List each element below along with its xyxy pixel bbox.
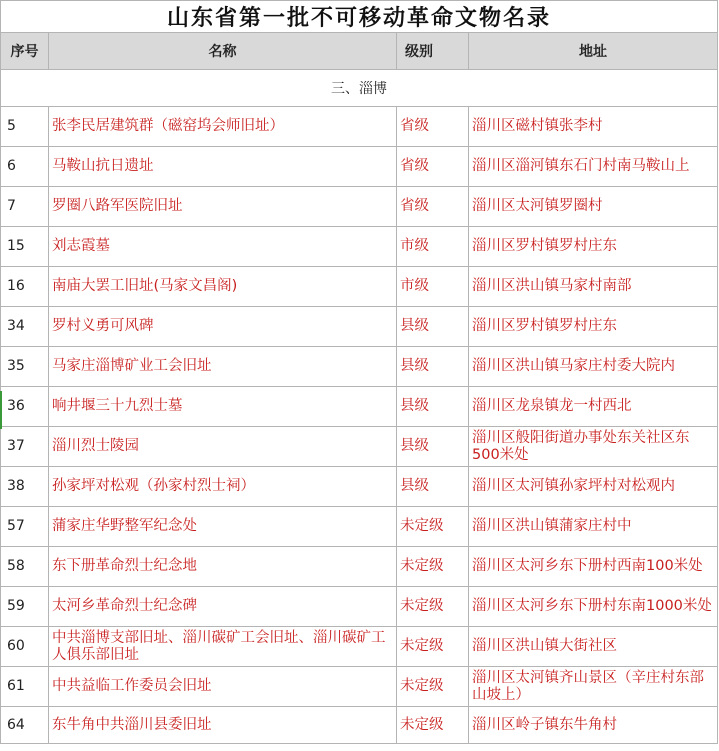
cell-no[interactable]: 58 xyxy=(1,547,49,587)
cell-level[interactable]: 县级 xyxy=(397,427,469,467)
cell-no[interactable]: 34 xyxy=(1,307,49,347)
cell-no[interactable]: 35 xyxy=(1,347,49,387)
cell-address[interactable]: 淄川区太河乡东下册村西南100米处 xyxy=(469,547,718,587)
section-row xyxy=(1,70,718,107)
cell-address[interactable]: 淄川区罗村镇罗村庄东 xyxy=(469,307,718,347)
cell-level[interactable]: 未定级 xyxy=(397,507,469,547)
cell-level[interactable]: 省级 xyxy=(397,107,469,147)
cell-no[interactable]: 5 xyxy=(1,107,49,147)
cell-address[interactable]: 淄川区洪山镇马家庄村委大院内 xyxy=(469,347,718,387)
table-row xyxy=(1,587,718,627)
table-row xyxy=(1,387,718,427)
cell-address[interactable]: 淄川区洪山镇大街社区 xyxy=(469,627,718,667)
cell-level[interactable]: 未定级 xyxy=(397,587,469,627)
cell-address[interactable]: 淄川区罗村镇罗村庄东 xyxy=(469,227,718,267)
cell-no[interactable]: 61 xyxy=(1,667,49,707)
cell-name[interactable]: 罗村义勇可风碑 xyxy=(49,307,397,347)
cell-no[interactable]: 16 xyxy=(1,267,49,307)
header-name[interactable]: 名称 xyxy=(49,33,397,70)
cell-address[interactable]: 淄川区岭子镇东牛角村 xyxy=(469,707,718,744)
table-row xyxy=(1,547,718,587)
table-row xyxy=(1,107,718,147)
cell-level[interactable]: 未定级 xyxy=(397,667,469,707)
table-row xyxy=(1,707,718,744)
title-row xyxy=(1,1,718,33)
table-body xyxy=(1,70,718,744)
cell-name[interactable]: 淄川烈士陵园 xyxy=(49,427,397,467)
header-address[interactable]: 地址 xyxy=(469,33,718,70)
cell-level[interactable]: 市级 xyxy=(397,227,469,267)
table-row xyxy=(1,627,718,667)
cell-no[interactable]: 37 xyxy=(1,427,49,467)
table-row xyxy=(1,267,718,307)
cell-name[interactable]: 刘志霞墓 xyxy=(49,227,397,267)
header-no[interactable]: 序号 xyxy=(1,33,49,70)
cell-level[interactable]: 未定级 xyxy=(397,547,469,587)
cell-address[interactable]: 淄川区太河镇孙家坪村对松观内 xyxy=(469,467,718,507)
row-selection-marker xyxy=(0,391,2,429)
table-row xyxy=(1,227,718,267)
cell-address[interactable]: 淄川区太河镇齐山景区（辛庄村东部山坡上） xyxy=(469,667,718,707)
cell-address[interactable]: 淄川区般阳街道办事处东关社区东500米处 xyxy=(469,427,718,467)
cell-level[interactable]: 县级 xyxy=(397,347,469,387)
header-level[interactable]: 级别 xyxy=(397,33,469,70)
cell-name[interactable]: 孙家坪对松观（孙家村烈士祠） xyxy=(49,467,397,507)
cell-level[interactable]: 未定级 xyxy=(397,627,469,667)
cell-address[interactable]: 淄川区洪山镇马家村南部 xyxy=(469,267,718,307)
cell-no[interactable]: 59 xyxy=(1,587,49,627)
table-row xyxy=(1,467,718,507)
cell-no[interactable]: 6 xyxy=(1,147,49,187)
cell-address[interactable]: 淄川区洪山镇蒲家庄村中 xyxy=(469,507,718,547)
cell-level[interactable]: 市级 xyxy=(397,267,469,307)
cell-name[interactable]: 东牛角中共淄川县委旧址 xyxy=(49,707,397,744)
cell-name[interactable]: 南庙大罢工旧址(马家文昌阁) xyxy=(49,267,397,307)
cell-name[interactable]: 蒲家庄华野整军纪念处 xyxy=(49,507,397,547)
cell-name[interactable]: 罗圈八路军医院旧址 xyxy=(49,187,397,227)
table-row xyxy=(1,507,718,547)
cell-no[interactable]: 57 xyxy=(1,507,49,547)
header-row xyxy=(1,33,718,70)
cell-address[interactable]: 淄川区淄河镇东石门村南马鞍山上 xyxy=(469,147,718,187)
table-row xyxy=(1,347,718,387)
cell-level[interactable]: 县级 xyxy=(397,307,469,347)
table-row xyxy=(1,147,718,187)
table-row xyxy=(1,307,718,347)
cell-name[interactable]: 马家庄淄博矿业工会旧址 xyxy=(49,347,397,387)
table-row xyxy=(1,667,718,707)
cell-name[interactable]: 张李民居建筑群（磁窑坞会师旧址） xyxy=(49,107,397,147)
cell-level[interactable]: 县级 xyxy=(397,387,469,427)
cell-no[interactable]: 7 xyxy=(1,187,49,227)
cell-level[interactable]: 省级 xyxy=(397,147,469,187)
cell-address[interactable]: 淄川区太河乡东下册村东南1000米处 xyxy=(469,587,718,627)
cell-level[interactable]: 省级 xyxy=(397,187,469,227)
cell-no[interactable]: 38 xyxy=(1,467,49,507)
table-row xyxy=(1,427,718,467)
cell-no[interactable]: 15 xyxy=(1,227,49,267)
cell-no[interactable]: 36 xyxy=(1,387,49,427)
section-title[interactable]: 三、淄博 xyxy=(1,70,718,107)
cell-no[interactable]: 60 xyxy=(1,627,49,667)
cell-name[interactable]: 中共益临工作委员会旧址 xyxy=(49,667,397,707)
cell-no[interactable]: 64 xyxy=(1,707,49,744)
cell-level[interactable]: 未定级 xyxy=(397,707,469,744)
sheet-title[interactable]: 山东省第一批不可移动革命文物名录 xyxy=(1,1,718,33)
cell-level[interactable]: 县级 xyxy=(397,467,469,507)
cell-name[interactable]: 中共淄博支部旧址、淄川碳矿工会旧址、淄川碳矿工人俱乐部旧址 xyxy=(49,627,397,667)
cell-name[interactable]: 东下册革命烈士纪念地 xyxy=(49,547,397,587)
table-row xyxy=(1,187,718,227)
cell-name[interactable]: 太河乡革命烈士纪念碑 xyxy=(49,587,397,627)
cell-name[interactable]: 响井堰三十九烈士墓 xyxy=(49,387,397,427)
cell-address[interactable]: 淄川区太河镇罗圈村 xyxy=(469,187,718,227)
cell-name[interactable]: 马鞍山抗日遗址 xyxy=(49,147,397,187)
cell-address[interactable]: 淄川区龙泉镇龙一村西北 xyxy=(469,387,718,427)
cell-address[interactable]: 淄川区磁村镇张李村 xyxy=(469,107,718,147)
